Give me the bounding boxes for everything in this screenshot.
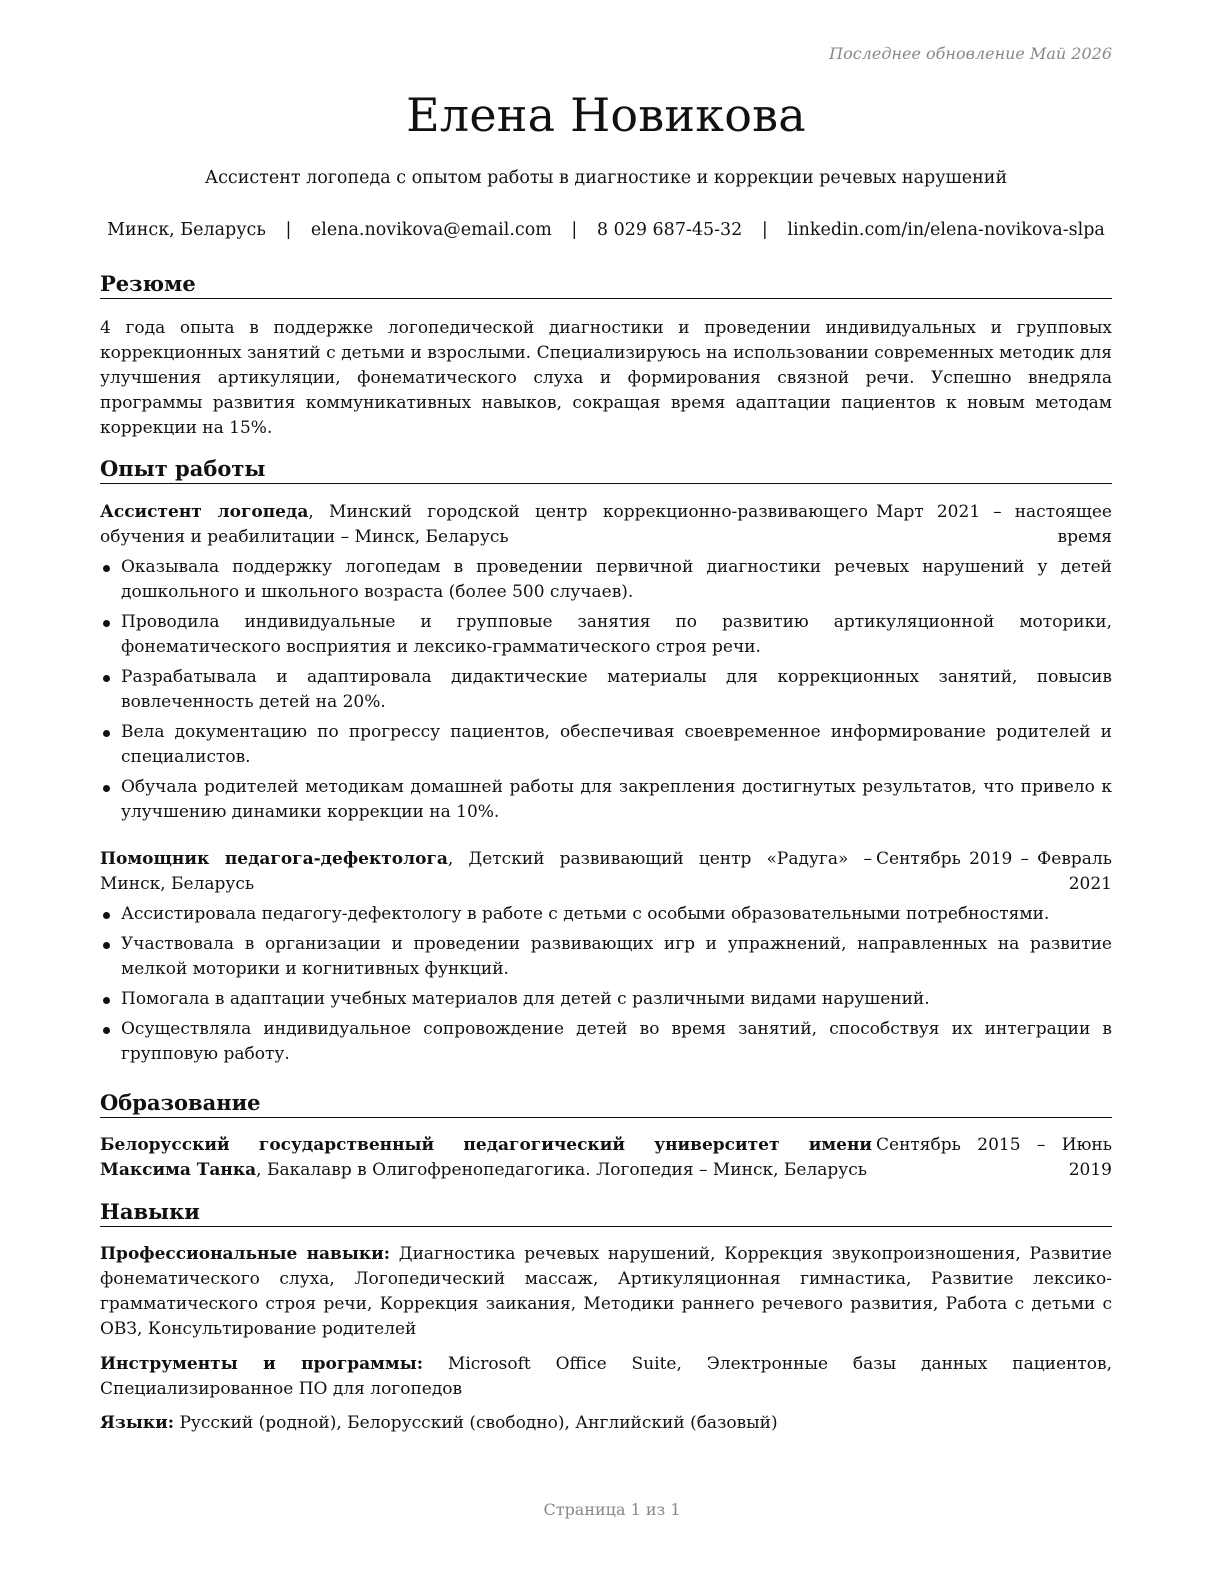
education-dates: Сентябрь 2015 – Июнь 2019 xyxy=(876,1135,1112,1180)
job-organization: , Минский городской центр коррекционно-развивающего обучения и реабилитации – Минск, Беларусь xyxy=(100,502,868,547)
bullet-icon xyxy=(103,997,110,1004)
linkedin-link[interactable]: linkedin.com/in/elena-novikova-slpa xyxy=(787,220,1105,240)
email-link[interactable]: elena.novikova@email.com xyxy=(310,220,552,240)
separator: | xyxy=(285,220,292,240)
separator: | xyxy=(761,220,768,240)
education-title-line xyxy=(100,1133,872,1183)
bullet-icon xyxy=(103,565,110,572)
skills-tools-list: Microsoft Office Suite, Электронные базы данных пациентов, Специализированное ПО для логопедов xyxy=(100,1354,1112,1399)
list-item: Помогала в адаптации учебных материалов для детей с различными видами нарушений. xyxy=(100,987,1112,1012)
list-item: Проводила индивидуальные и групповые занятия по развитию артикуляционной моторики, фонематического восприятия и лексико-грамматического строя речи. xyxy=(100,610,1112,660)
skills-professional-list: Диагностика речевых нарушений, Коррекция звукопроизношения, Развитие фонематического слуха, Логопедический массаж, Артикуляционная гимнастика, Развитие лексико-грамматического строя речи, Коррекция заикания, Методики раннего речевого развития, Работа с детьми с ОВЗ, Консультирование родителей xyxy=(100,1244,1112,1339)
job-organization: , Детский развивающий центр «Радуга» – Минск, Беларусь xyxy=(100,849,872,894)
job-dates: Сентябрь 2019 – Февраль 2021 xyxy=(876,849,1112,894)
skills-languages-label: Языки: xyxy=(100,1413,175,1433)
bullet-icon xyxy=(103,730,110,737)
page-number: Страница 1 из 1 xyxy=(543,1500,681,1519)
job-header xyxy=(100,847,1112,897)
list-item: Разрабатывала и адаптировала дидактические материалы для коррекционных занятий, повысив вовлеченность детей на 20%. xyxy=(100,665,1112,715)
tagline: Ассистент логопеда с опытом работы в диагностике и коррекции речевых нарушений xyxy=(204,168,1008,188)
skills-professional-label: Профессиональные навыки: xyxy=(100,1244,391,1264)
job-title: Ассистент логопеда xyxy=(100,502,309,522)
job-dates: Март 2021 – настоящее время xyxy=(876,502,1112,547)
education-entry xyxy=(100,1133,1112,1183)
list-item: Обучала родителей методикам домашней работы для закрепления достигнутых результатов, что привело к улучшению динамики коррекции на 10%. xyxy=(100,775,1112,825)
candidate-name: Елена Новикова xyxy=(406,88,806,142)
bullet-icon xyxy=(103,1027,110,1034)
skills-tools xyxy=(100,1352,1112,1402)
job-header xyxy=(100,500,1112,550)
contact-line xyxy=(100,220,1112,240)
list-item: Оказывала поддержку логопедам в проведении первичной диагностики речевых нарушений у детей дошкольного и школьного возраста (более 500 случаев). xyxy=(100,555,1112,605)
job-title-line xyxy=(100,500,868,550)
skills-languages xyxy=(100,1411,1112,1436)
bullet-icon xyxy=(103,785,110,792)
skills-languages-list: Русский (родной), Белорусский (свободно), Английский (базовый) xyxy=(174,1413,778,1433)
bullet-icon xyxy=(103,620,110,627)
list-item: Вела документацию по прогрессу пациентов, обеспечивая своевременное информирование родителей и специалистов. xyxy=(100,720,1112,770)
last-updated: Последнее обновление Май 2026 xyxy=(829,44,1112,63)
skills-professional xyxy=(100,1242,1112,1342)
section-heading-education: Образование xyxy=(100,1090,1112,1118)
job-bullets xyxy=(100,902,1112,1072)
section-heading-summary: Резюме xyxy=(100,271,1112,299)
job-title-line xyxy=(100,847,872,897)
bullet-icon xyxy=(103,912,110,919)
summary-text: 4 года опыта в поддержке логопедической диагностики и проведении индивидуальных и групповых коррекционных занятий с детьми и взрослыми. Специализируюсь на использовании современных методик для улучшения артикуляции, фонематического слуха и формирования связной речи. Успешно внедряла программы развития коммуникативных навыков, сокращая время адаптации пациентов к новым методам коррекции на 15%. xyxy=(100,318,1112,438)
skills-tools-label: Инструменты и программы: xyxy=(100,1354,424,1374)
bullet-icon xyxy=(103,675,110,682)
section-heading-skills: Навыки xyxy=(100,1199,1112,1227)
list-item: Ассистировала педагогу-дефектологу в работе с детьми с особыми образовательными потребностями. xyxy=(100,902,1112,927)
location: Минск, Беларусь xyxy=(107,220,266,240)
school-name: Белорусский государственный педагогический университет имени Максима Танка xyxy=(100,1135,872,1180)
separator: | xyxy=(571,220,578,240)
list-item: Осуществляла индивидуальное сопровождение детей во время занятий, способствуя их интеграции в групповую работу. xyxy=(100,1017,1112,1067)
job-title: Помощник педагога-дефектолога xyxy=(100,849,448,869)
section-heading-experience: Опыт работы xyxy=(100,456,1112,484)
list-item: Участвовала в организации и проведении развивающих игр и упражнений, направленных на развитие мелкой моторики и когнитивных функций. xyxy=(100,932,1112,982)
degree: , Бакалавр в Олигофренопедагогика. Логопедия – Минск, Беларусь xyxy=(256,1160,868,1180)
job-bullets xyxy=(100,555,1112,830)
bullet-icon xyxy=(103,942,110,949)
phone: 8 029 687-45-32 xyxy=(596,220,743,240)
